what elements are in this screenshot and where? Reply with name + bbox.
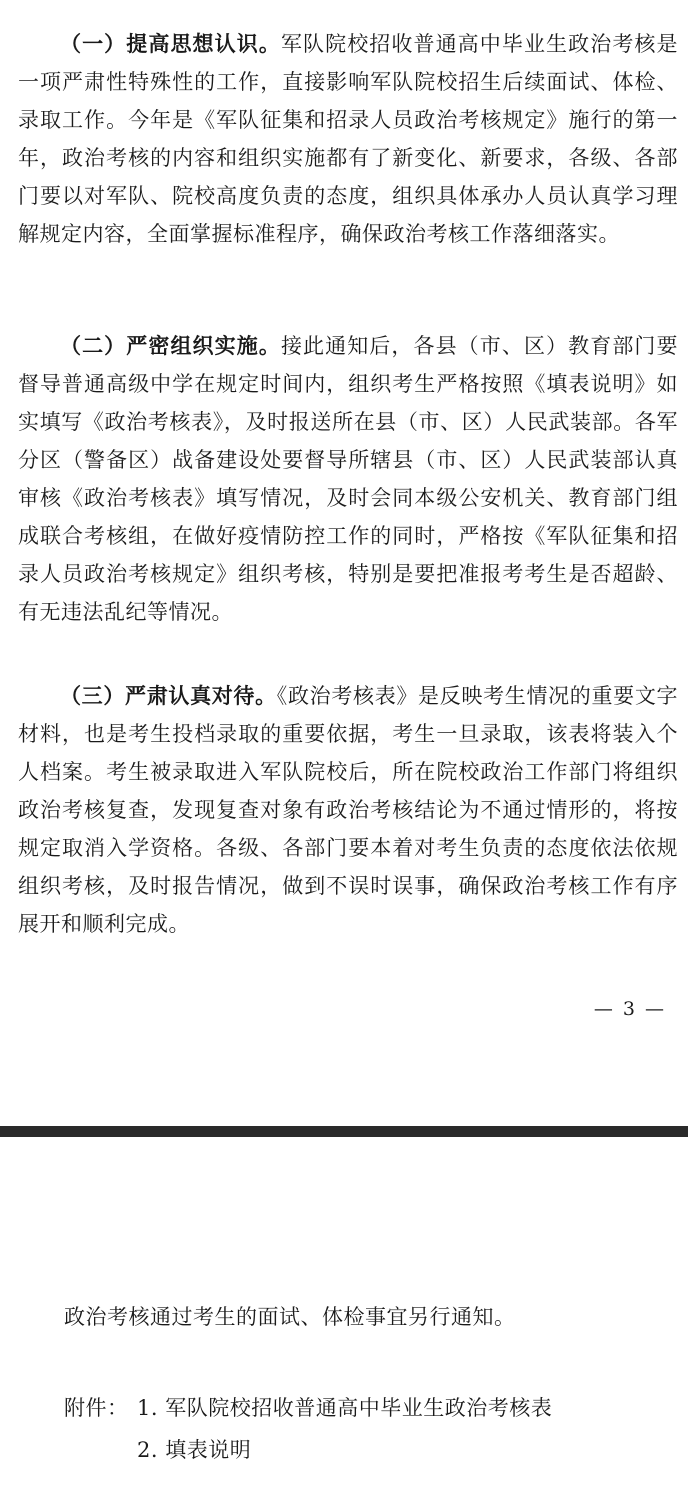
page-number: — 3 — [593,998,666,1020]
attachment-item-2: 2. 填表说明 [137,1438,252,1462]
attachment-item-1: 1. 军队院校招收普通高中毕业生政治考核表 [137,1396,553,1420]
section-body-1: 军队院校招收普通高中毕业生政治考核是一项严肃性特殊性的工作，直接影响军队院校招生后续面试、体检、录取工作。今年是《军队征集和招录人员政治考核规定》施行的第一年，政治考核的内容和组织实施都有了新变化、新要求，各级、各部门要以对军队、院校高度负责的态度，组织具体承办人员认真学习理解规定内容，全面掌握标准程序，确保政治考核工作落细落实。 [18,32,679,246]
notice-line: 政治考核通过考生的面试、体检事宜另行通知。 [64,1305,516,1329]
attachments-label: 附件： [64,1396,129,1420]
page-divider [0,1126,688,1137]
section-paragraph-1 [18,25,678,253]
section-heading-1: （一）提高思想认识。 [60,31,281,56]
section-paragraph-3 [18,677,678,943]
section-heading-2: （二）严密组织实施。 [60,333,281,358]
section-body-2: 接此通知后，各县（市、区）教育部门要督导普通高级中学在规定时间内，组织考生严格按照《填表说明》如实填写《政治考核表》，及时报送所在县（市、区）人民武装部。各军分区（警备区）战备建设处要督导所辖县（市、区）人民武装部认真审核《政治考核表》填写情况，及时会同本级公安机关、教育部门组成联合考核组，在做好疫情防控工作的同时，严格按《军队征集和招录人员政治考核规定》组织考核，特别是要把准报考考生是否超龄、有无违法乱纪等情况。 [18,334,679,624]
section-paragraph-2 [18,327,678,631]
section-body-3: 《政治考核表》是反映考生情况的重要文字材料，也是考生投档录取的重要依据，考生一旦录取，该表将装入个人档案。考生被录取进入军队院校后，所在院校政治工作部门将组织政治考核复查，发现复查对象有政治考核结论为不通过情形的，将按规定取消入学资格。各级、各部门要本着对考生负责的态度依法依规组织考核，及时报告情况，做到不误时误事，确保政治考核工作有序展开和顺利完成。 [18,684,679,936]
section-heading-3: （三）严肃认真对待。 [60,683,277,708]
